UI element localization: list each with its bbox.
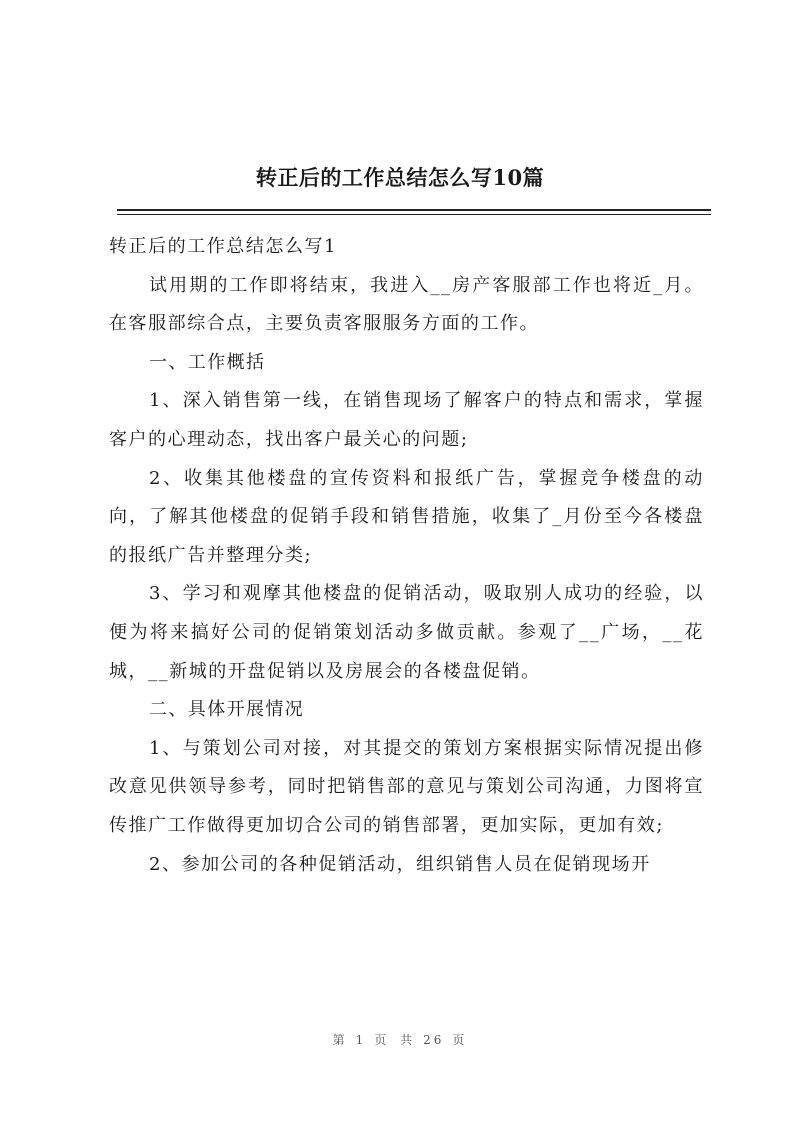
title-divider-thin [117,214,711,215]
section-heading: 转正后的工作总结怎么写1 [109,236,338,257]
heading-implementation: 二、具体开展情况 [149,699,305,721]
paragraph-overview-item-1: 1、深入销售第一线，在销售现场了解客户的特点和需求，掌握客户的心理动态，找出客户最关心的问题; [109,390,704,450]
page-title: 转正后的工作总结怎么写10篇 [255,165,545,190]
paragraph-intro: 试用期的工作即将结束，我进入__房产客服部工作也将近_月。在客服部综合点，主要负责客服服务方面的工作。 [109,274,704,335]
footer-label-page: 第 [332,1033,348,1047]
heading-work-overview: 一、工作概括 [149,351,266,373]
paragraph-overview-item-3: 3、学习和观摩其他楼盘的促销活动，吸取别人成功的经验，以便为将来搞好公司的促销策划活动多做贡献。参观了__广场，__花城，__新城的开盘促销以及房展会的各楼盘促销。 [109,583,704,682]
title-divider-thick [117,209,711,211]
paragraph-implementation-item-2: 2、参加公司的各种促销活动，组织销售人员在促销现场开 [149,853,651,875]
paragraph-overview-item-2: 2、收集其他楼盘的宣传资料和报纸广告，掌握竞争楼盘的动向，了解其他楼盘的促销手段和销售措施，收集了_月份至今各楼盘的报纸广告并整理分类; [109,467,704,566]
footer-current-page: 1 [355,1033,367,1047]
footer-total-pages: 26 [423,1033,445,1047]
footer-label-pages: 页 [452,1033,468,1047]
page-footer [0,1031,800,1048]
paragraph-implementation-item-1: 1、与策划公司对接，对其提交的策划方案根据实际情况提出修改意见供领导参考，同时把销售部的意见与策划公司沟通，力图将宣传推广工作做得更加切合公司的销售部署，更加实际，更加有效; [109,737,704,836]
document-body [109,228,704,884]
footer-label-of: 页 共 [374,1033,416,1047]
